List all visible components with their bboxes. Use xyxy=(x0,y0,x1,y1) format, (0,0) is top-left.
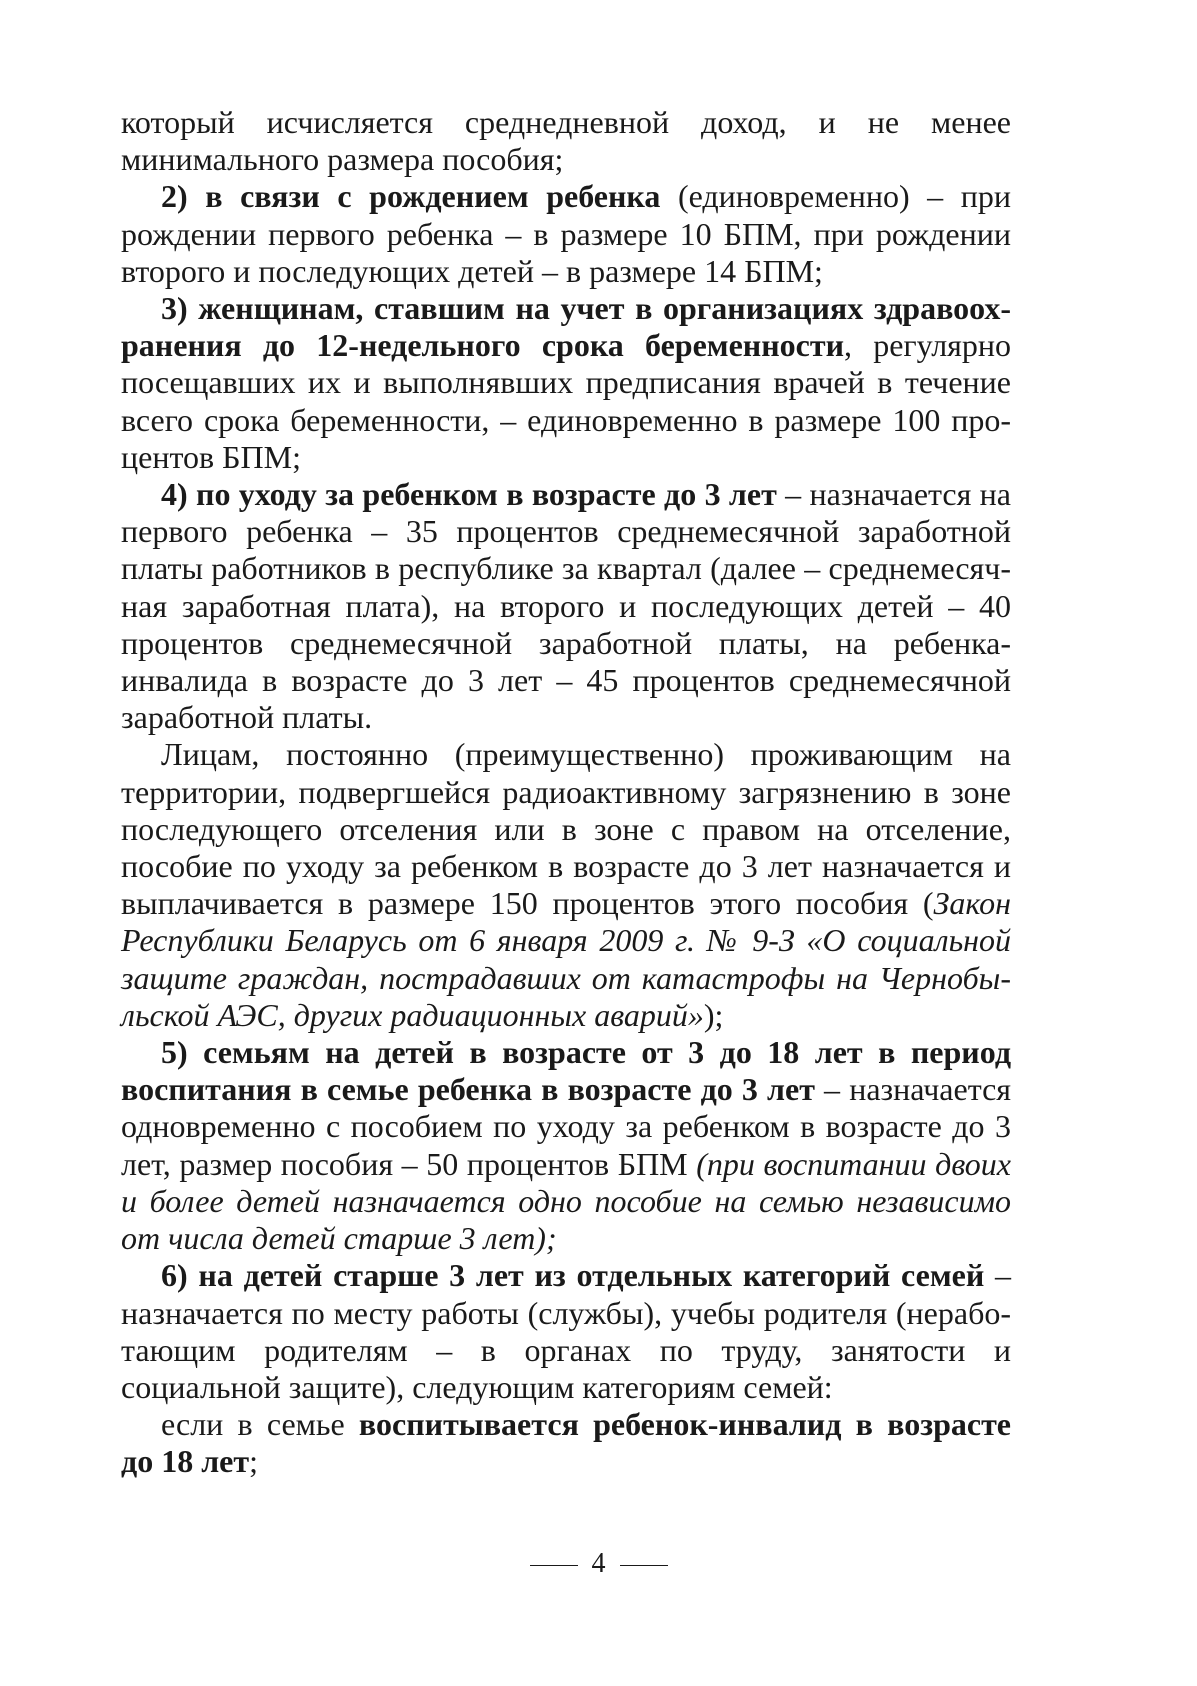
paragraph-childcare-under-3: 4) по уходу за ребенком в возрасте до 3 лет – назначается на первого ребенка – 35 процентов среднемесячной заработной платы работников в республике за квартал (далее – среднемесячная заработная плата), на второго и последующих детей – 40 процентов среднемесячной заработной платы, на ребенка-инвалида в возрасте до 3 лет – 45 процентов среднемесячной заработной платы. xyxy=(121,476,1012,736)
paragraph-birth-allowance: 2) в связи с рождением ребенка (единовременно) – при рождении первого ребенка – в размере 10 БПМ, при рождении второго и последующих детей – в размере 14 БПМ; xyxy=(121,178,1012,289)
law-citation: Закон Республики Беларусь от 6 января 2009 г. № 9-З «О социальной защите граждан, пострадавших от катастрофы на Чернобыльской АЭС, других радиационных аварий» xyxy=(121,885,1011,1033)
paragraph-early-registration-allowance: 3) женщинам, ставшим на учет в организациях здравоохранения до 12-недельного срока беременности, регулярно посещавших их и выполнявших предписания врачей в течение всего срока беременности, – единовременно в размере 100 процентов БПМ; xyxy=(121,290,1011,475)
heading-early-registration-allowance: 3) женщинам, ставшим на учет в организациях здравоохранения до 12-недельного срока беременности xyxy=(121,290,1011,364)
heading-childcare-under-3: 4) по уходу за ребенком в возрасте до 3 лет xyxy=(161,476,777,513)
page-body xyxy=(121,104,1011,1481)
heading-disabled-child: воспитывается ребенок-инвалид в возрасте до 18 лет xyxy=(121,1406,1011,1480)
footer-rule-right xyxy=(620,1565,668,1566)
heading-birth-allowance: 2) в связи с рождением ребенка xyxy=(161,178,661,215)
paragraph-radiation-zone: Лицам, постоянно (преимущественно) проживающим на территории, подвергшейся радиоактивному загрязнению в зоне последующего отселения или в зоне с правом на отселение, пособие по уходу за ребенком в возрасте до 3 лет назначается и выплачивается в размере 150 процентов этого пособия (Закон Республики Беларусь от 6 января 2009 г. № 9-З «О социальной защите граждан, пострадавших от катастрофы на Чернобыльской АЭС, других радиационных аварий»); xyxy=(121,736,1011,1033)
footer-rule-left xyxy=(530,1565,578,1566)
note-one-allowance: (при воспитании двоих и более детей назначается одно пособие на семью независимо от числа детей старше 3 лет); xyxy=(121,1145,1012,1257)
heading-children-over-3: 6) на детей старше 3 лет из отдельных категорий семей xyxy=(161,1257,985,1294)
page-footer xyxy=(0,1548,1197,1580)
paragraph-children-3-to-18: 5) семьям на детей в возрасте от 3 до 18 лет в период воспитания в семье ребенка в возрасте до 3 лет – назначается одновременно с пособием по уходу за ребенком в возрасте до 3 лет, размер пособия – 50 процентов БПМ (при воспитании двоих и более детей назначается одно пособие на семью независимо от числа детей старше 3 лет); xyxy=(121,1034,1012,1257)
paragraph-disabled-child: если в семье воспитывается ребенок-инвалид в возрасте до 18 лет; xyxy=(121,1406,1011,1480)
paragraph-continuation: который исчисляется среднедневной доход, и не менее минимального размера пособия; xyxy=(121,104,1011,178)
paragraph-children-over-3: 6) на детей старше 3 лет из отдельных категорий семей – назначается по месту работы (службы), учебы родителя (неработающим родителям – в органах по труду, занятости и социальной защите), следующим категориям семей: xyxy=(121,1257,1012,1405)
heading-children-3-to-18: 5) семьям на детей в возрасте от 3 до 18 лет в период воспитания в семье ребенка в возрасте до 3 лет xyxy=(121,1034,1011,1108)
page-number: 4 xyxy=(591,1548,606,1579)
